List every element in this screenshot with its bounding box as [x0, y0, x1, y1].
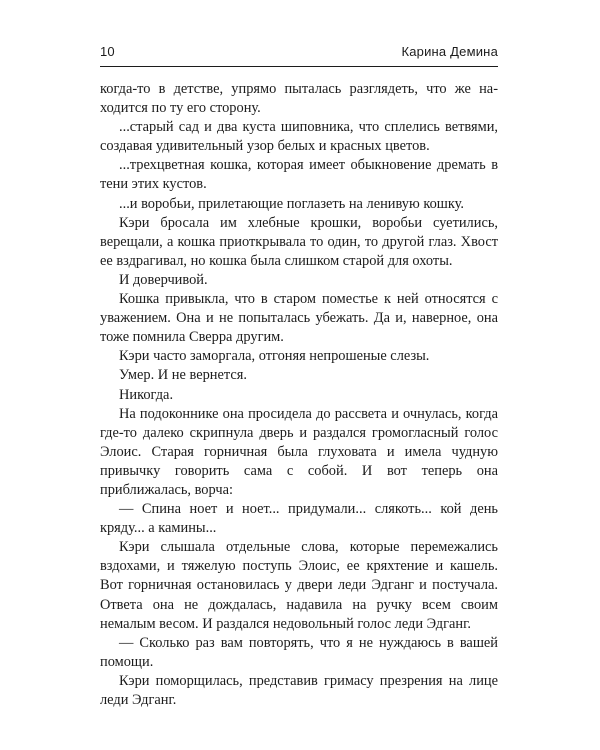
paragraph: Кэри слышала отдельные слова, которые перемежались вздохами, и тяжелую поступь Элоис, ее кряхтение и кашель. Вот горничная остановилась у двери леди Эдганг и постучала. Ответа она не дождалась, надавила на ручку всем своим немалым весом. И раздался недовольный голос леди Эдганг. — [100, 539, 498, 632]
paragraph: ...и воробьи, прилетающие поглазеть на ленивую кошку. — [119, 195, 465, 212]
paragraph: И доверчивой. — [119, 271, 208, 288]
paragraph: ...старый сад и два куста шиповника, что сплелись ветвями, создавая удивительный узор белых и красных цветов. — [100, 119, 498, 155]
running-head — [100, 44, 498, 66]
paragraph: Кошка привыкла, что в старом поместье к ней относятся с уважением. Она и не попыталась убежать. Да и, наверное, она тоже помнила Сверра другим. — [100, 291, 498, 346]
paragraph: — Сколько раз вам повторять, что я не нуждаюсь в вашей помощи. — [100, 634, 498, 670]
page-number: 10 — [100, 44, 115, 59]
body-text — [100, 80, 498, 710]
paragraph: когда-то в детстве, упрямо пыталась разглядеть, что же находится по ту его сторону. — [100, 81, 498, 117]
paragraph: Кэри поморщилась, представив гримасу презрения на лице леди Эдганг. — [100, 672, 498, 708]
paragraph: На подоконнике она просидела до рассвета и очнулась, когда где-то далеко скрипнула дверь и раздался громогласный голос Элоис. Старая горничная была глуховата и имела чудную привычку говорить сама с собой. И вот теперь она приближалась, ворча: — [100, 405, 498, 498]
paragraph: Кэри часто заморгала, отгоняя непрошеные слезы. — [119, 348, 430, 365]
header-rule — [100, 66, 498, 67]
paragraph: ...трехцветная кошка, которая имеет обыкновение дремать в тени этих кустов. — [100, 157, 498, 193]
running-head-author: Карина Демина — [401, 44, 498, 59]
paragraph: Умер. И не вернется. — [119, 367, 247, 384]
paragraph: — Спина ноет и ноет... придумали... слякоть... кой день кряду... а камины... — [100, 501, 498, 537]
paragraph: Кэри бросала им хлебные крошки, воробьи суетились, верещали, а кошка приоткрывала то один, то другой глаз. Хвост ее вздрагивал, но кошка была слишком старой для охоты. — [100, 214, 498, 269]
paragraph: Никогда. — [119, 386, 174, 403]
